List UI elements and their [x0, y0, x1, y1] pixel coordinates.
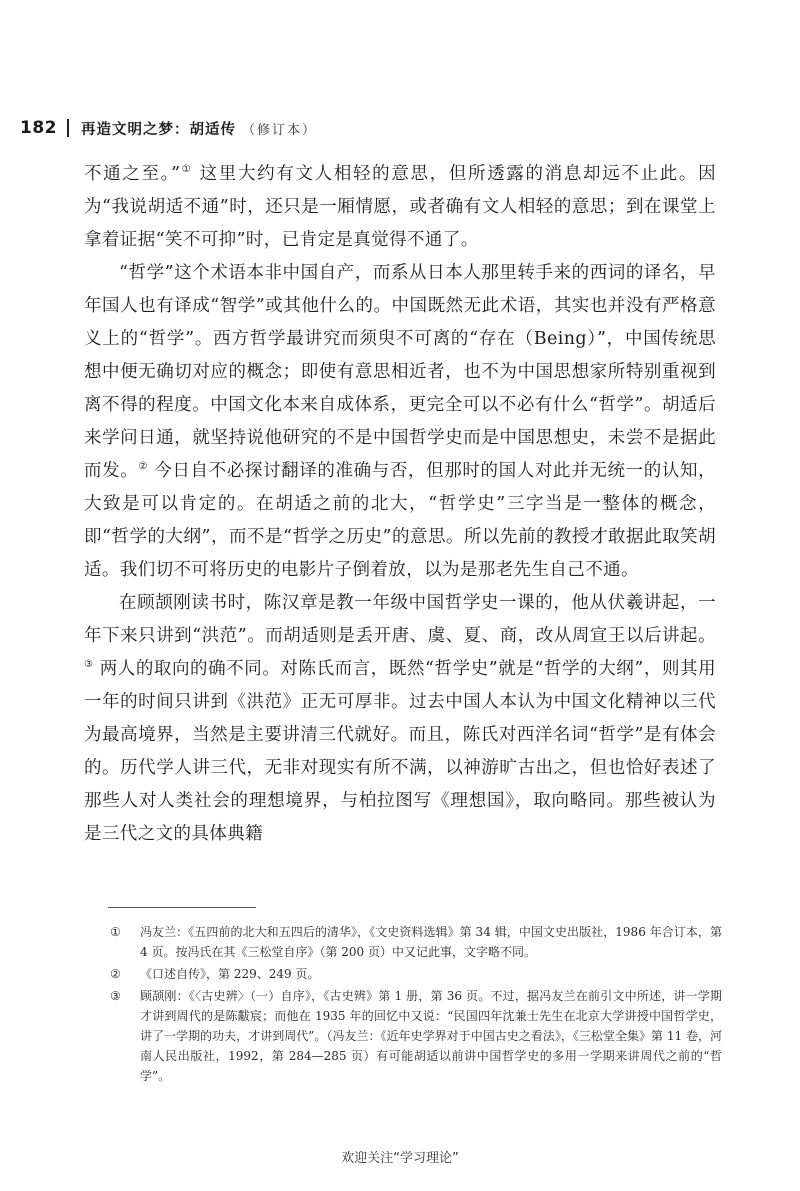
paragraph-3	[84, 587, 716, 851]
watermark-caption: 欢迎关注“学习理论”	[341, 1151, 459, 1166]
footnotes	[110, 922, 722, 1088]
paragraph-3-text-a: 在顾颉刚读书时，陈汉章是教一年级中国哲学史一课的，他从伏羲讲起，一年下来只讲到“洪范”。而胡适则是丢开唐、虞、夏、商，改从周宣王以后讲起。	[84, 593, 716, 646]
footnote-2-text: 《口述自传》，第 229、249 页。	[140, 967, 320, 981]
paragraph-2-text-b: 今日自不必探讨翻译的准确与否，但那时的国人对此并无统一的认知，大致是可以肯定的。在胡适之前的北大，“哲学史”三字当是一整体的概念，即“哲学的大纲”，而不是“哲学之历史”的意思。所以先前的教授才敢据此取笑胡适。我们切不可将历史的电影片子倒着放，以为是那老先生自己不通。	[84, 461, 716, 580]
footnote-1	[110, 922, 722, 962]
paragraph-1-text-a: 不通之至。”	[84, 164, 181, 184]
running-header	[20, 116, 317, 140]
footnote-3-text: 顾颉刚：《〈古史辨〉（一）自序》，《古史辨》第 1 册，第 36 页。不过，据冯友兰在前引文中所述，讲一学期才讲到周代的是陈黻宸；而他在 1935 年的回忆中又说：“民国四年沈兼士先生在北京大学讲授中国哲学史，讲了一学期的功夫，才讲到周代”。（冯友兰：《近年史学界对于中国古史之看法》，《三松堂全集》第 11 卷，河南人民出版社，1992，第 284—285 页）有可能胡适以前讲中国哲学史的多用一学期来讲周代之前的“哲学”。	[140, 989, 722, 1083]
page-number: 182	[20, 118, 57, 138]
paragraph-1-text-b: 这里大约有文人相轻的意思，但所透露的消息却远不止此。因为“我说胡适不通”时，还只是一厢情愿，或者确有文人相轻的意思；到在课堂上拿着证据“笑不可抑”时，已肯定是真觉得不通了。	[84, 164, 716, 250]
footnote-ref-2: ②	[138, 461, 148, 473]
book-title: 再造文明之梦：胡适传	[81, 121, 236, 138]
footnote-3-mark: ③	[110, 989, 121, 1003]
header-divider	[67, 119, 69, 137]
footnote-3	[110, 986, 722, 1086]
footnote-2-mark: ②	[110, 967, 121, 981]
main-text	[84, 158, 716, 851]
paragraph-2-text-a: “哲学”这个术语本非中国自产，而系从日本人那里转手来的西词的译名，早年国人也有译成“智学”或其他什么的。中国既然无此术语，其实也并没有严格意义上的“哲学”。西方哲学最讲究而须臾不可离的“存在（Being）”，中国传统思想中便无确切对应的概念；即使有意思相近者，也不为中国思想家所特别重视到离不得的程度。中国文化本来自成体系，更完全可以不必有什么“哲学”。胡适后来学问日通，就坚持说他研究的不是中国哲学史而是中国思想史，未尝不是据此而发。	[84, 263, 716, 481]
footnote-1-text: 冯友兰：《五四前的北大和五四后的清华》，《文史资料选辑》第 34 辑，中国文史出版社，1986 年合订本，第 4 页。按冯氏在其《三松堂自序》（第 200 页）中又记此事，文字略不同。	[140, 925, 722, 959]
paragraph-2	[84, 257, 716, 587]
footnote-ref-3: ③	[84, 659, 94, 671]
paragraph-3-text-b: 两人的取向的确不同。对陈氏而言，既然“哲学史”就是“哲学的大纲”，则其用一年的时间只讲到《洪范》正无可厚非。过去中国人本认为中国文化精神以三代为最高境界，当然是主要讲清三代就好。而且，陈氏对西洋名词“哲学”是有体会的。历代学人讲三代，无非对现实有所不满，以神游旷古出之，但也恰好表述了那些人对人类社会的理想境界，与柏拉图写《理想国》，取向略同。那些被认为是三代之文的具体典籍	[84, 659, 716, 844]
footnote-1-mark: ①	[110, 925, 121, 939]
footnote-separator	[108, 907, 256, 908]
paragraph-1	[84, 158, 716, 257]
book-subtitle: （修订本）	[242, 122, 318, 138]
footnote-ref-1: ①	[180, 164, 193, 176]
footnote-2	[110, 964, 722, 984]
